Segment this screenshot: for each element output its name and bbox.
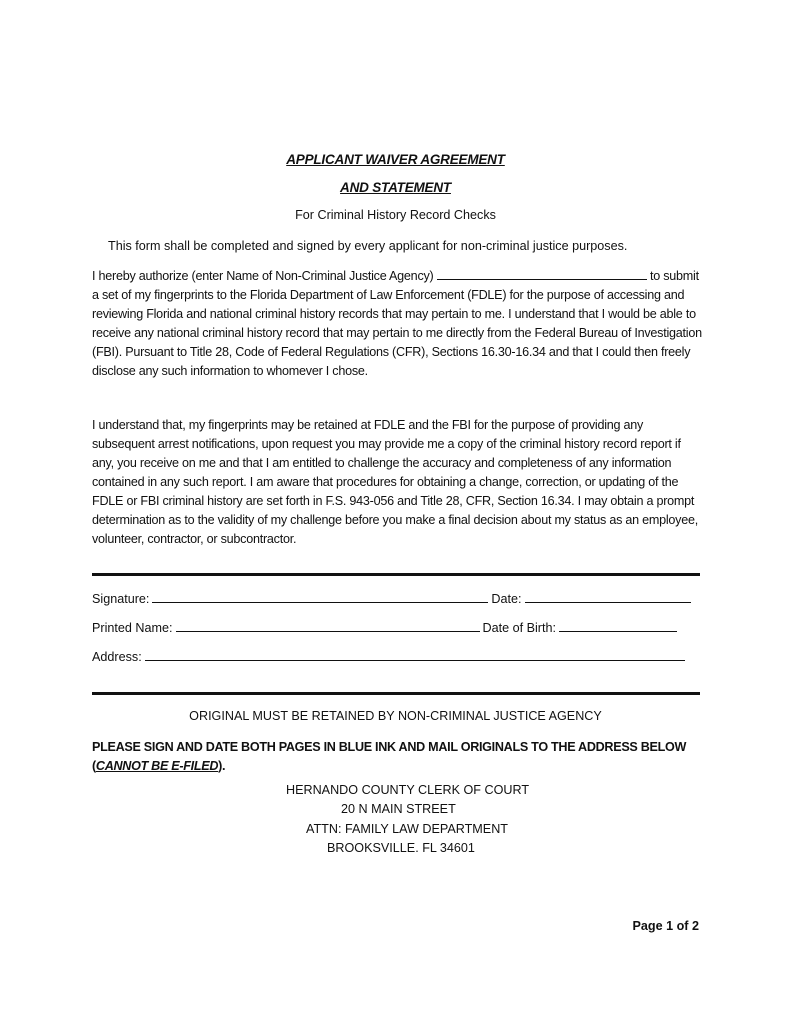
signature-row (92, 590, 700, 606)
signature-field[interactable] (152, 590, 488, 603)
instruction-close: ). (218, 759, 226, 773)
divider-top (92, 573, 700, 576)
intro-text: This form shall be completed and signed by every applicant for non-criminal justice purposes. (108, 239, 628, 253)
cannot-efile-notice: CANNOT BE E-FILED (95, 759, 219, 773)
signature-label: Signature: (92, 592, 150, 606)
printed-name-label: Printed Name: (92, 621, 173, 635)
date-of-birth-label: Date of Birth: (482, 621, 556, 635)
printed-name-row (92, 619, 700, 635)
address-line-3: ATTN: FAMILY LAW DEPARTMENT (306, 822, 508, 836)
agency-name-field[interactable] (437, 267, 647, 280)
authorization-text-rest: to submit a set of my fingerprints to the Florida Department of Law Enforcement (FDLE) for the purpose of accessing and reviewing Florida and national criminal history records that may pertain to me. I understand that I would be able to receive any national criminal history record that may pertain to me directly from the Federal Bureau of Investigation (FBI). Pursuant to Title 28, Code of Federal Regulations (CFR), Sections 16.30-16.34 and that I could then freely disclose any such information to whomever I chose. (92, 269, 702, 378)
printed-name-field[interactable] (176, 619, 480, 632)
address-line-2: 20 N MAIN STREET (341, 802, 456, 816)
document-subtitle: For Criminal History Record Checks (295, 208, 496, 222)
instruction-open: ( (92, 759, 96, 773)
instruction-main: PLEASE SIGN AND DATE BOTH PAGES IN BLUE INK AND MAIL ORIGINALS TO THE ADDRESS BELOW (92, 740, 687, 754)
address-field[interactable] (145, 648, 685, 661)
divider-bottom (92, 692, 700, 695)
date-of-birth-field[interactable] (559, 619, 677, 632)
authorization-text-start: I hereby authorize (enter Name of Non-Criminal Justice Agency) (92, 269, 434, 283)
authorization-paragraph (92, 267, 704, 381)
retention-paragraph: I understand that, my fingerprints may be retained at FDLE and the FBI for the purpose of providing any subsequent arrest notifications, upon request you may provide me a copy of the criminal history record report if any, you receive on me and that I am entitled to challenge the accuracy and completeness of any information contained in any such report. I am aware that procedures for obtaining a change, correction, or updating of the FDLE or FBI criminal history are set forth in F.S. 943-056 and Title 28, CFR, Section 16.34. I may obtain a prompt determination as to the validity of my challenge before you make a final decision about my status as an employee, volunteer, contractor, or subcontractor. (92, 418, 698, 546)
address-line-1: HERNANDO COUNTY CLERK OF COURT (286, 783, 530, 797)
address-line-4: BROOKSVILLE. FL 34601 (327, 841, 475, 855)
date-field[interactable] (525, 590, 691, 603)
mailing-instructions (92, 738, 712, 776)
retain-notice: ORIGINAL MUST BE RETAINED BY NON-CRIMINAL JUSTICE AGENCY (189, 709, 602, 723)
document-title-line2: AND STATEMENT (340, 180, 451, 195)
address-row (92, 648, 700, 664)
date-label: Date: (491, 592, 522, 606)
address-label: Address: (92, 650, 142, 664)
document-title-line1: APPLICANT WAIVER AGREEMENT (286, 152, 505, 167)
page-number: Page 1 of 2 (632, 919, 699, 933)
